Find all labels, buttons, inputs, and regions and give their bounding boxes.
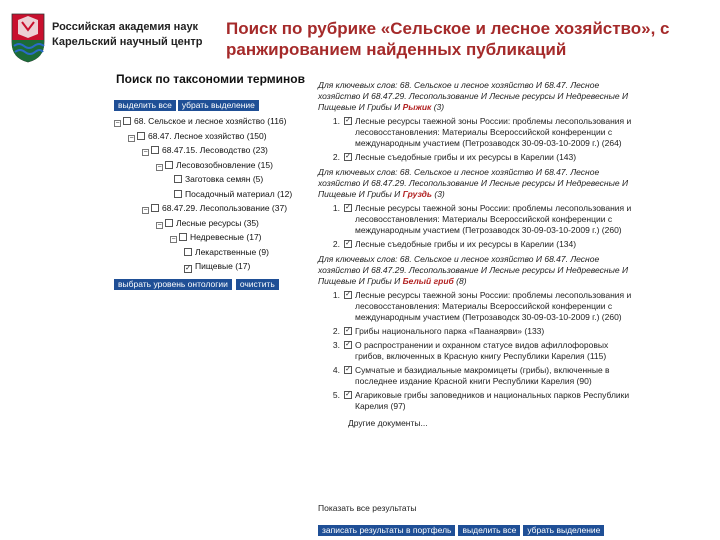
checkbox-checked[interactable]: ✓ [345,240,351,247]
keywords-text: Для ключевых слов: 68. Сельское и лесное хозяйство И 68.47. Лесное хозяйство И 68.47.29. Лесопользование И Лесные ресурсы И Недревесные И Пищевые И Грибы И [318,254,629,286]
tree-node[interactable] [114,129,292,144]
org-line-2: Карельский научный центр [52,36,203,48]
checkbox-checked[interactable]: ✓ [345,341,351,348]
tree-node-label: Лекарственные (9) [195,246,269,257]
tree-node-label: Недревесные (17) [190,232,262,242]
checkbox[interactable] [151,204,159,212]
tree-node[interactable] [114,259,292,274]
tree-node[interactable] [114,172,292,187]
keyword-highlight[interactable]: Груздь [402,189,432,199]
tree-node[interactable] [114,201,292,216]
select-all-results-button[interactable]: выделить все [458,525,520,536]
result-number: 3. [332,340,340,350]
checkbox[interactable] [165,219,173,227]
tree-node-label: 68.47. Лесное хозяйство (150) [148,130,267,141]
clear-results-selection-button[interactable]: убрать выделение [523,525,604,536]
result-title[interactable]: Лесные ресурсы таежной зоны России: проблемы лесопользования и лесовосстановления: Материалы Всероссийской конференции с международным участием (Петрозаводск 30-09-03-10-2009 г.) (260) [355,203,632,235]
tree-actions [114,95,261,113]
result-item[interactable] [318,340,638,362]
tree-node-label: Посадочный материал (12) [185,188,293,199]
page-title: Поиск по рубрике «Сельское и лесное хозяйство», с ранжированием найденных публикаций [226,19,670,59]
result-item[interactable] [318,290,638,323]
checkbox[interactable] [184,248,192,256]
tree-node-label: 68.47.29. Лесопользование (37) [162,203,288,213]
taxonomy-tree [114,114,292,274]
checkbox-checked[interactable]: ✓ [345,291,351,298]
result-number: 1. [332,203,340,213]
more-documents-link[interactable]: Другие документы... [348,418,428,428]
choose-ontology-level-button[interactable]: выбрать уровень онтологии [114,279,232,290]
result-number: 4. [332,365,340,375]
collapse-toggle-icon[interactable]: − [157,221,162,229]
checkbox-checked[interactable]: ✓ [345,117,351,124]
org-name [52,20,203,50]
tree-node[interactable] [114,216,292,231]
result-number: 2. [332,152,340,162]
tree-node-label: Лесные ресурсы (35) [176,217,259,228]
collapse-toggle-icon[interactable]: − [129,134,134,142]
result-title[interactable]: Лесные съедобные грибы и их ресурсы в Карелии (143) [355,152,577,162]
result-number: 2. [332,239,340,249]
checkbox[interactable] [174,175,182,183]
result-group [318,80,638,163]
taxonomy-search-title: Поиск по таксономии терминов [116,72,305,86]
result-item[interactable] [318,390,638,412]
results-panel [318,80,638,433]
checkbox[interactable] [151,146,159,154]
collapse-toggle-icon[interactable]: − [115,120,120,127]
checkbox-checked[interactable]: ✓ [185,265,191,272]
checkbox[interactable] [179,233,187,241]
keywords-line [318,254,638,287]
result-title[interactable]: Лесные ресурсы таежной зоны России: проблемы лесопользования и лесовосстановления: Материалы Всероссийской конференции с международным участием (Петрозаводск 30-09-03-10-2009 г.) (264) [355,116,632,148]
result-title[interactable]: Лесные съедобные грибы и их ресурсы в Карелии (134) [355,239,577,249]
result-number: 2. [332,326,340,336]
collapse-toggle-icon[interactable]: − [143,149,148,156]
checkbox-checked[interactable]: ✓ [345,327,351,334]
keyword-count: (8) [456,276,467,286]
result-number: 1. [332,116,340,126]
result-title[interactable]: Сумчатые и базидиальные макромицеты (грибы), включенные в последнее издание Красной книги Республики Карелия (90) [355,365,610,386]
keyword-count: (3) [434,189,445,199]
keywords-text: Для ключевых слов: 68. Сельское и лесное хозяйство И 68.47. Лесное хозяйство И 68.47.29. Лесопользование И Лесные ресурсы И Недревесные И Пищевые И Грибы И [318,80,629,112]
result-item[interactable] [318,152,638,163]
tree-node[interactable] [114,187,292,202]
clear-selection-button[interactable]: убрать выделение [178,100,259,111]
collapse-toggle-icon[interactable]: − [143,207,148,214]
results-actions [318,520,607,538]
keyword-count: (3) [433,102,445,112]
result-item[interactable] [318,326,638,337]
collapse-toggle-icon[interactable]: − [171,236,176,243]
clear-button[interactable]: очистить [236,279,279,290]
result-title[interactable]: О распространении и охранном статусе видов афиллофоровых грибов, включенных в Красную книгу Республики Карелия (115) [355,340,609,361]
checkbox[interactable] [174,190,182,198]
org-line-1: Российская академия наук [52,21,199,33]
tree-node[interactable] [114,158,292,173]
karelian-coat-of-arms-logo [10,12,46,64]
tree-node[interactable] [114,143,292,158]
keywords-line [318,167,638,200]
result-item[interactable] [318,116,638,149]
tree-node[interactable] [114,230,292,245]
keyword-highlight[interactable]: Рыжик [402,102,432,112]
keywords-text: Для ключевых слов: 68. Сельское и лесное хозяйство И 68.47. Лесное хозяйство И 68.47.29. Лесопользование И Лесные ресурсы И Недревесные И Пищевые И Грибы И [318,167,629,199]
checkbox-checked[interactable]: ✓ [345,391,351,398]
collapse-toggle-icon[interactable]: − [157,163,162,171]
show-all-results-link[interactable]: Показать все результаты [318,503,417,513]
keywords-line [318,80,638,113]
result-title[interactable]: Лесные ресурсы таежной зоны России: проблемы лесопользования и лесовосстановления: Материалы Всероссийской конференции с международным участием (Петрозаводск 30-09-03-10-2009 г.) (260) [355,290,632,322]
checkbox-checked[interactable]: ✓ [345,366,351,373]
result-item[interactable] [318,203,638,236]
tree-node-label: 68.47.15. Лесоводство (23) [162,145,268,155]
result-title[interactable]: Агариковые грибы заповедников и национальных парков Республики Карелия (97) [355,390,630,411]
result-number: 5. [332,390,340,400]
select-all-button[interactable]: выделить все [114,100,176,111]
checkbox-checked[interactable]: ✓ [345,204,351,211]
result-number: 1. [332,290,340,300]
checkbox[interactable] [137,132,145,140]
checkbox[interactable] [165,161,173,169]
tree-node-label: Лесовозобновление (15) [176,159,273,170]
tree-node-label: Заготовка семян (5) [185,174,264,184]
tree-node-label: Пищевые (17) [195,261,251,271]
result-group [318,254,638,429]
result-item[interactable] [318,239,638,250]
tree-bottom-actions [114,274,283,292]
tree-node-label: 68. Сельское и лесное хозяйство (116) [134,116,287,126]
checkbox-checked[interactable]: ✓ [345,153,351,160]
result-title[interactable]: Грибы национального парка «Паанаярви» (133) [355,326,545,336]
checkbox[interactable] [123,117,131,125]
save-to-portfolio-button[interactable]: записать результаты в портфель [318,525,455,536]
result-item[interactable] [318,365,638,387]
result-group [318,167,638,250]
tree-node[interactable] [114,114,292,129]
keyword-highlight[interactable]: Белый гриб [402,276,454,286]
tree-node[interactable] [114,245,292,260]
